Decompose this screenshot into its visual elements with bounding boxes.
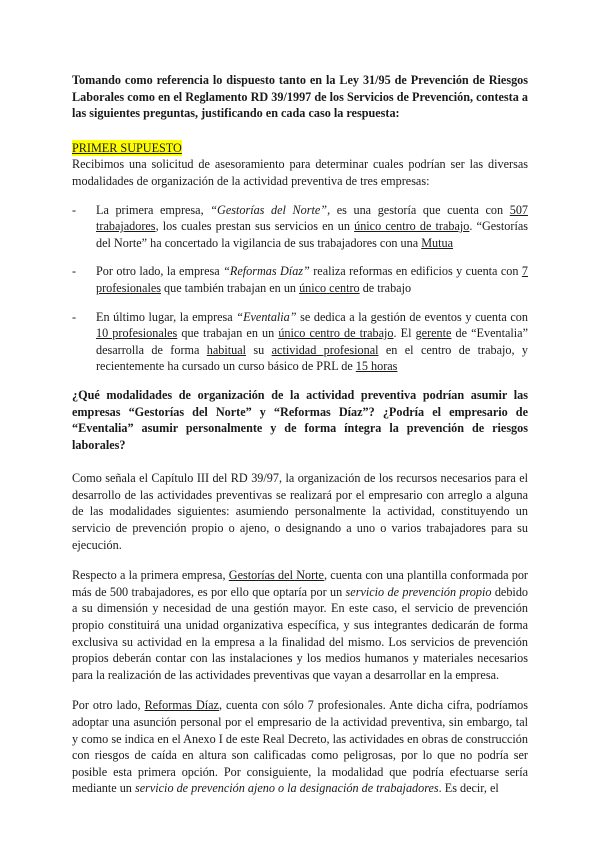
italic-text: servicio de prevención propio [345,584,492,599]
case-text: que también trabajan en un [160,280,300,295]
italic-text: servicio de prevención ajeno o la designación de trabajadores [134,781,439,796]
case-text: realiza reformas en edificios y cuenta con [309,264,522,279]
answer-text: Respecto a la primera empresa, [72,568,229,583]
case-text: de “Eventalia” desarrolla de forma [96,326,528,357]
list-dash: - [72,202,77,217]
case-item-eventalia [72,309,528,375]
company-name: “Reformas Díaz” [223,264,310,279]
list-dash: - [72,264,77,279]
answer-paragraph-3 [72,697,528,797]
underlined-text: gerente [415,326,452,341]
underlined-text: único centro [299,280,360,295]
underlined-text: Reformas Díaz [144,698,219,713]
answer-text: Por otro lado, [72,698,145,713]
company-name: “Eventalia” [236,309,297,324]
intro-paragraph: Tomando como referencia lo dispuesto tanto en la Ley 31/95 de Prevención de Riesgos Laborales como en el Reglamento RD 39/1997 de los Servicios de Prevención, contesta a las siguientes preguntas, justificando en cada caso la respuesta: [72,73,528,121]
case-text: . El [393,326,416,341]
case-text: se dedica a la gestión de eventos y cuenta con [296,309,528,324]
case-item-reformas [72,263,528,296]
answer-paragraph-2 [72,567,528,683]
underlined-text: único centro de trabajo [278,326,394,341]
list-dash: - [72,309,77,324]
case-text: La primera empresa, [96,202,211,217]
answer-text: . Es decir, el [438,781,499,796]
case-text: Por otro lado, la empresa [96,264,224,279]
case-text: de trabajo [359,280,412,295]
question-paragraph: ¿Qué modalidades de organización de la actividad preventiva podrían asumir las empresas “Gestorías del Norte” y “Reformas Díaz”? ¿Podría el empresario de “Eventalia” asumir personalmente y de forma íntegra la prevención de riesgos laborales? [72,387,528,452]
section-heading: PRIMER SUPUESTO [72,140,182,155]
case-text: en el centro de trabajo, y recientemente ha cursado un curso básico de PRL de [96,342,528,374]
case-text: En último lugar, la empresa [96,309,237,324]
case-list [72,202,528,375]
underlined-text: 7 profesionales [96,264,528,295]
answer-text: debido a su dimensión y necesidad de una gestión mayor. En este caso, el servicio de prevención propio constituirá una unidad organizativa específica, y sus integrantes dedicarán de forma exclusiva su actividad en la empresa a la finalidad del mismo. Los servicios de prevención propios deberán contar con las instalaciones y los medios humanos y materiales necesarios para la realización de las actividades preventivas que vayan a desarrollar en la empresa. [72,584,529,682]
underlined-text: Mutua [421,235,454,250]
underlined-text: habitual [206,342,247,357]
case-item-gestorias [72,202,528,252]
lead-paragraph: Recibimos una solicitud de asesoramiento para determinar cuales podrían ser las diversas modalidades de organización de la actividad preventiva de tres empresas: [72,157,528,188]
case-text: , es una gestoría que cuenta con [327,202,510,217]
underlined-text: 10 profesionales [96,326,178,341]
underlined-text: 15 horas [355,359,398,374]
case-text: , los cuales prestan sus servicios en un [155,219,355,234]
document-body [72,72,528,811]
underlined-text: 507 trabajadores [96,202,528,234]
underlined-text: Gestorías del Norte [228,568,324,583]
case-text: que trabajan en un [177,326,279,341]
section-heading-row [72,134,528,157]
case-text: . “Gestorías del Norte” ha concertado la vigilancia de sus trabajadores con una [96,219,528,250]
case-text: su [246,342,272,357]
answer-paragraph-1: Como señala el Capítulo III del RD 39/97, la organización de los recursos necesarios para el desarrollo de las actividades preventivas se realizará por el empresario con arreglo a alguna de las modalidades siguientes: asumiendo personalmente la actividad, constituyendo un servicio de prevención propio o ajeno, o designando a uno o varios trabajadores para su ejecución. [72,471,528,552]
answer-text: , cuenta con una plantilla conformada por más de 500 trabajadores, es por ello que optaría por un [72,568,528,599]
company-name: “Gestorías del Norte” [210,202,328,217]
answer-text: , cuenta con sólo 7 profesionales. Ante dicha cifra, podríamos adoptar una asunción personal por el empresario de la actividad preventiva, sin embargo, tal y como se indica en el Anexo I de este Real Decreto, las actividades en obras de construcción con riesgos de caída en altura son calificadas como peligrosas, por lo que no podría ser posible esta primera opción. Por consiguiente, la modalidad que podría efectuarse sería mediante un [72,698,529,796]
underlined-text: único centro de trabajo [354,219,470,234]
underlined-text: actividad profesional [271,342,379,357]
